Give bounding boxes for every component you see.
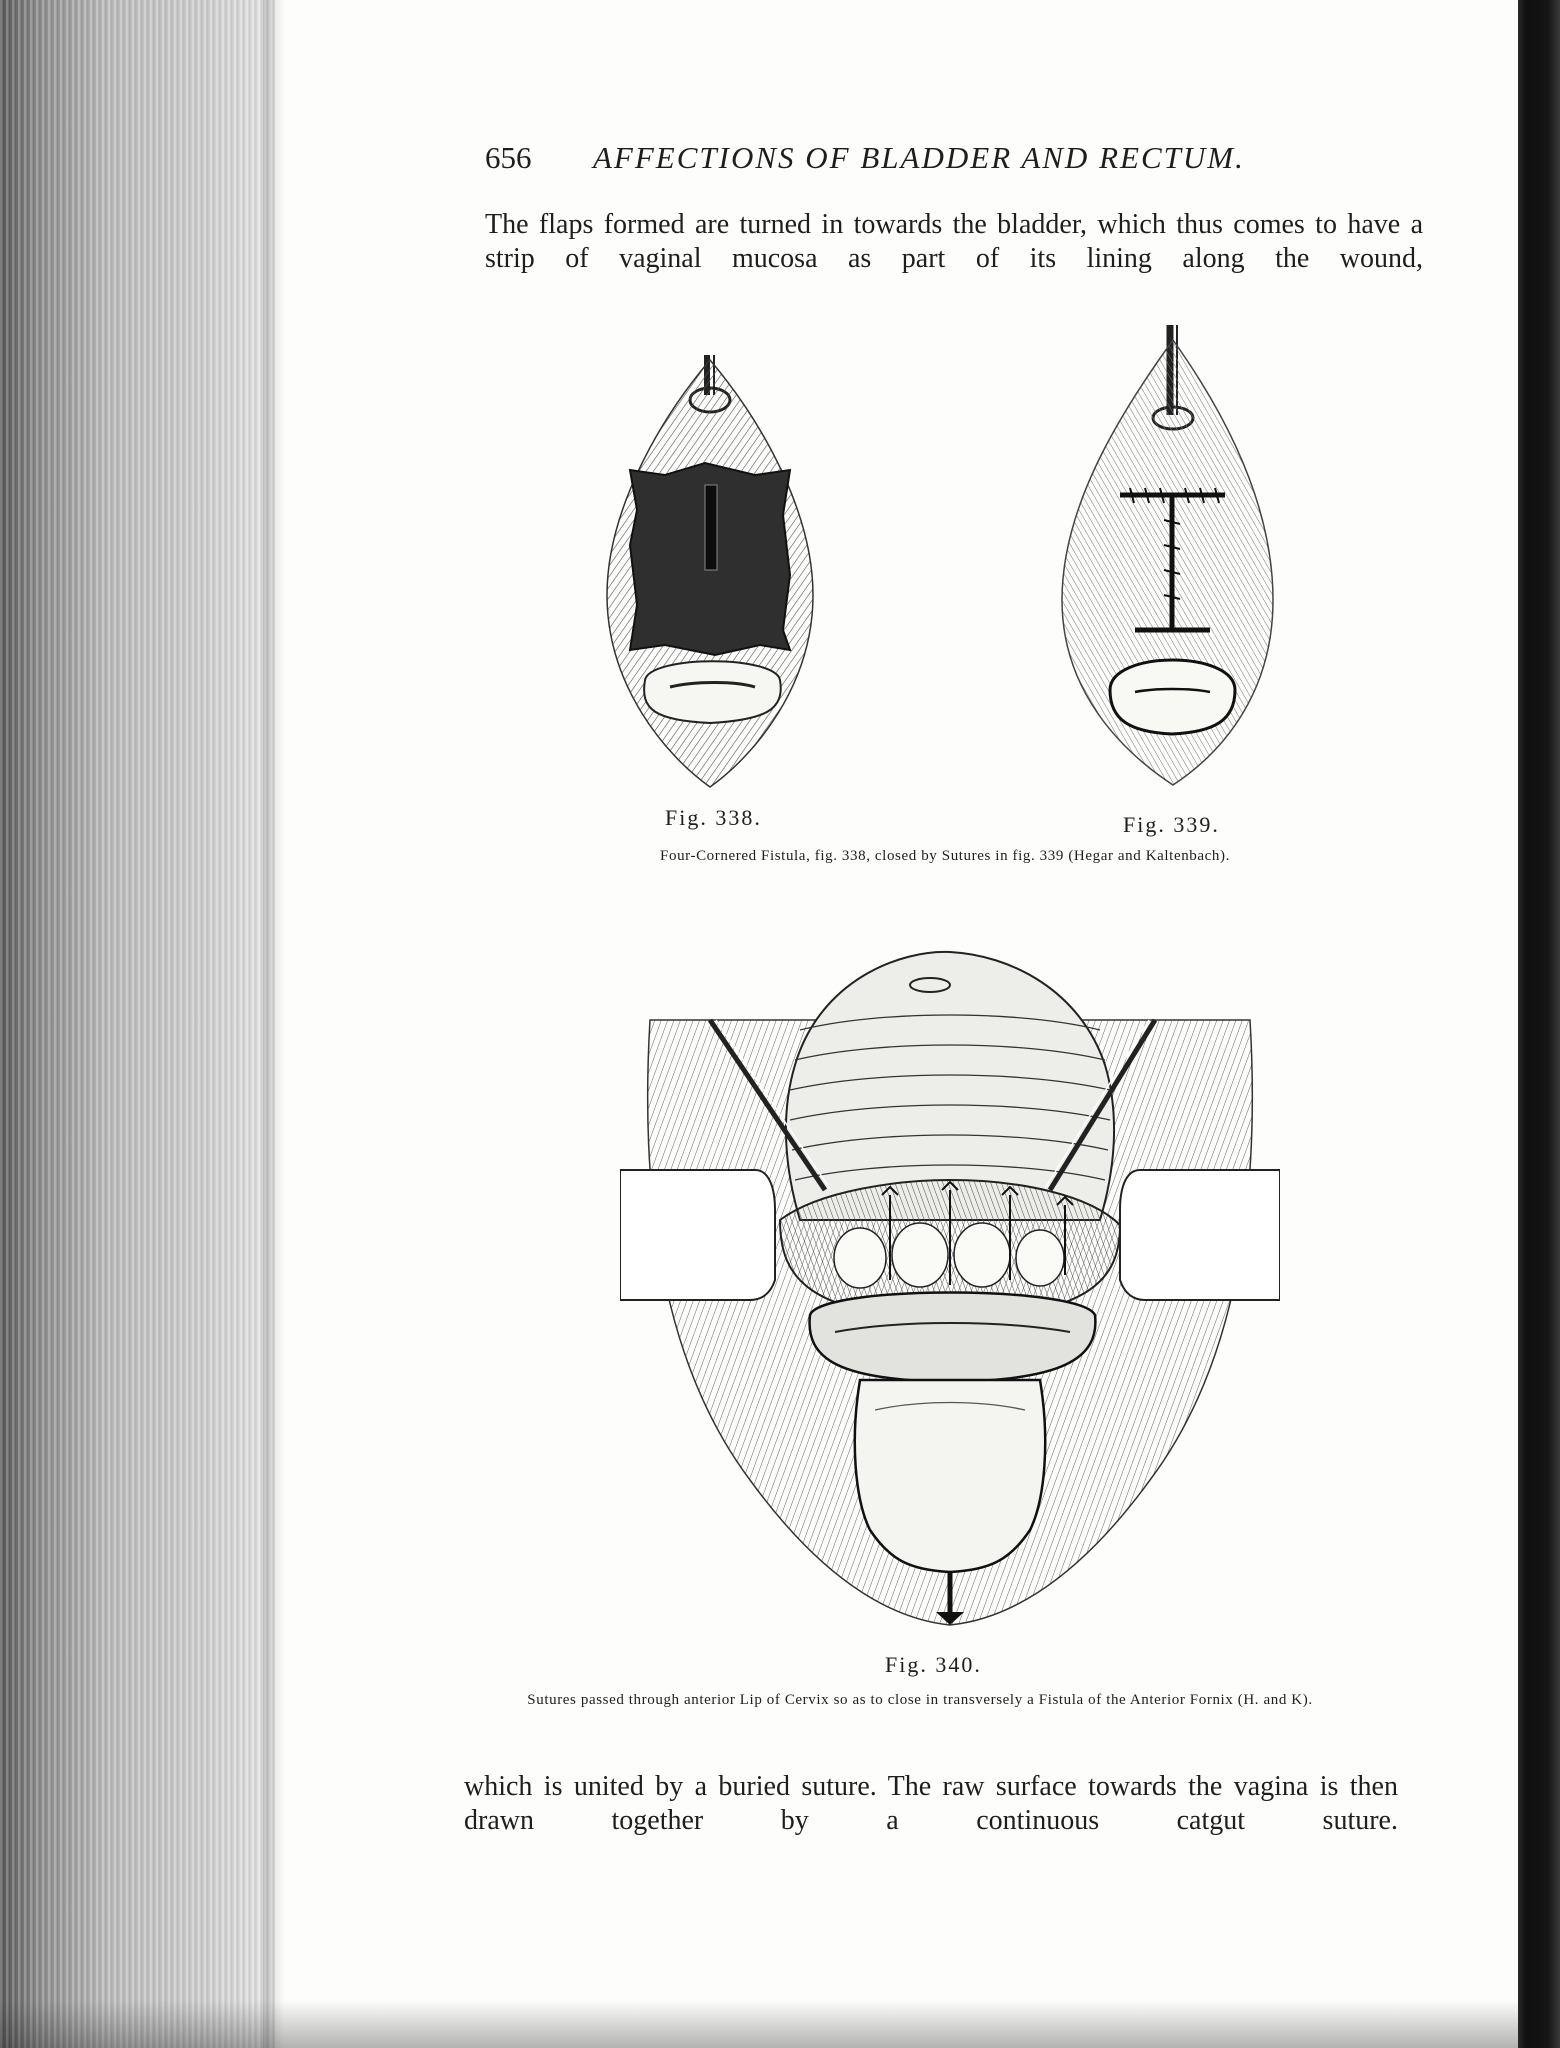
facing-page-edge bbox=[1518, 0, 1560, 2048]
page-number: 656 bbox=[485, 140, 532, 175]
running-head: AFFECTIONS OF BLADDER AND RECTUM. bbox=[593, 140, 1245, 175]
paragraph-top: The flaps formed are turned in towards the bladder, which thus comes to have a strip of vaginal mucosa as part of its lining along the wound, bbox=[485, 209, 1423, 274]
fig-339-label: Fig. 339. bbox=[1123, 812, 1220, 837]
bottom-shadow bbox=[0, 2000, 1520, 2048]
caption-fig-338-339: Four-Cornered Fistula, fig. 338, closed by Sutures in fig. 339 (Hegar and Kaltenbach). bbox=[660, 848, 1230, 864]
paragraph-bottom: which is united by a buried suture. The raw surface towards the vagina is then drawn together by a continuous catgut suture. bbox=[464, 1771, 1398, 1836]
fig-340-illustration bbox=[620, 940, 1280, 1630]
book-page-edges bbox=[0, 0, 275, 2048]
fig-339-illustration bbox=[1050, 320, 1285, 790]
book-gutter-shadow bbox=[263, 0, 285, 2048]
fig-340-label: Fig. 340. bbox=[885, 1652, 982, 1677]
caption-fig-340: Sutures passed through anterior Lip of Cervix so as to close in transversely a Fistula of the Anterior Fornix (H. and K). bbox=[527, 1692, 1313, 1708]
fig-338-illustration bbox=[595, 345, 825, 795]
page-header bbox=[485, 140, 1355, 190]
fig-338-label: Fig. 338. bbox=[665, 805, 762, 830]
